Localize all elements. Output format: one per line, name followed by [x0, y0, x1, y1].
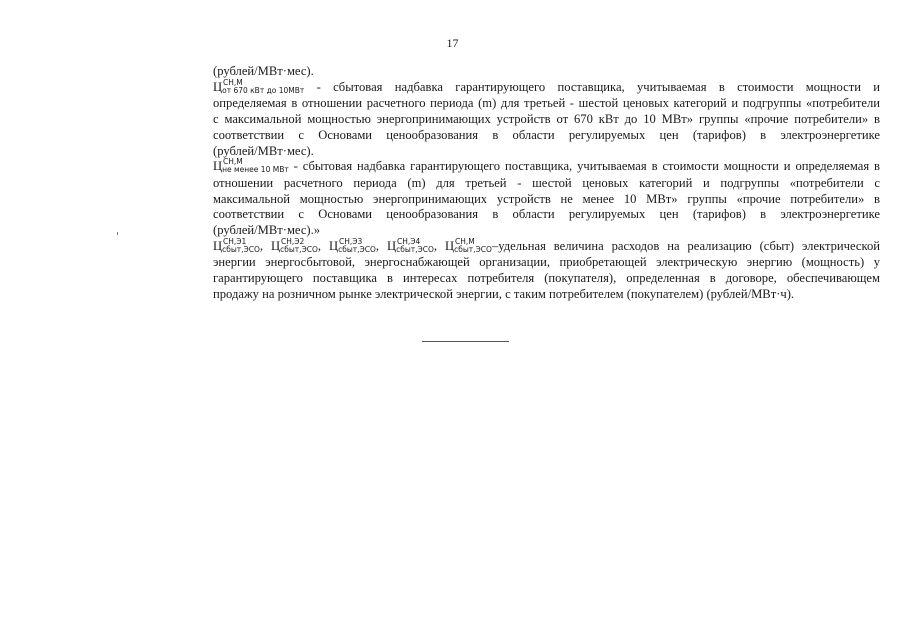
- text-line: (рублей/МВт·мес).: [213, 143, 314, 158]
- formula-symbol-e3: [329, 236, 376, 256]
- page-number: 17: [446, 36, 459, 50]
- paragraph-eso-costs: [213, 236, 881, 303]
- paragraph-first-line: [213, 77, 880, 97]
- symbol-superscript: СН,М: [223, 157, 243, 167]
- formula-symbol-e2: [271, 236, 318, 256]
- formula-symbol-e1: [213, 236, 260, 256]
- text-line: - сбытовая надбавка гарантирующего поставщика, учитываемая в стоимости мощности и определяемая в: [288, 159, 880, 174]
- symbol-base: Ц: [445, 238, 455, 253]
- text-line: соответствии с Основами ценообразования в области регулируемых цен (тарифов) в электроэнергетике: [213, 127, 880, 142]
- paragraph-first-line: [213, 236, 881, 256]
- stray-mark: [117, 232, 118, 235]
- separator: ,: [375, 238, 380, 253]
- section-end-rule: [422, 341, 509, 342]
- formula-symbol-m: [445, 236, 492, 256]
- separator: ,: [317, 238, 322, 253]
- symbol-subscript: сбыт,ЭСО: [454, 244, 492, 254]
- text-line: определяемая в отношении расчетного периода (m) для третьей - шестой ценовых категорий и подгруппы «потребители: [213, 96, 880, 111]
- formula-symbol: [213, 159, 289, 176]
- paragraph-first-line: [213, 159, 880, 176]
- text-line: –удельная величина расходов на реализацию (сбыт) электрической: [491, 238, 881, 253]
- text-line: отношении расчетного периода (m) для третьей - шестой ценовых категорий и подгруппы «потребители с: [213, 175, 880, 190]
- symbol-subscript: сбыт,ЭСО: [338, 244, 376, 254]
- symbol-subscript: сбыт,ЭСО: [222, 244, 260, 254]
- symbol-superscript: СН,Э3: [339, 236, 363, 246]
- document-body: [213, 64, 880, 303]
- symbol-superscript: СН,Э1: [223, 236, 247, 246]
- formula-symbol-e4: [387, 236, 434, 256]
- separator: ,: [433, 238, 438, 253]
- text-line: - сбытовая надбавка гарантирующего поставщика, учитываемая в стоимости мощности и: [304, 79, 880, 94]
- text-line: (рублей/МВт·мес).»: [213, 223, 321, 238]
- paragraph-surcharge-10mw-plus: [213, 159, 880, 239]
- formula-symbol: [213, 77, 305, 97]
- symbol-base: Ц: [387, 238, 397, 253]
- text-line: энергии энергосбытовой, энергоснабжающей организации, приобретающей электрическую энергию (мощность) у: [213, 255, 880, 270]
- symbol-subscript: от 670 кВт до 10МВт: [222, 85, 305, 95]
- text-line: соответствии с Основами ценообразования в области регулируемых цен (тарифов) в электроэнергетике: [213, 207, 880, 222]
- symbol-superscript: СН,Э4: [397, 236, 421, 246]
- symbol-subscript: не менее 10 МВт: [222, 165, 289, 175]
- symbol-superscript: СН,М: [223, 77, 243, 87]
- text-line: гарантирующего поставщика в интересах потребителя (покупателя), определенная в договоре, обеспечивающем: [213, 271, 880, 286]
- unit-line: (рублей/МВт·мес).: [213, 64, 314, 78]
- text-line: с максимальной мощностью энергопринимающих устройств от 670 кВт до 10 МВт» группы «прочие потребители» в: [213, 112, 880, 127]
- symbol-base: Ц: [271, 238, 281, 253]
- symbol-superscript: СН,Э2: [281, 236, 305, 246]
- symbol-subscript: сбыт,ЭСО: [396, 244, 434, 254]
- separator: ,: [259, 238, 264, 253]
- symbol-base: Ц: [213, 159, 223, 174]
- symbol-base: Ц: [213, 79, 223, 94]
- symbol-base: Ц: [213, 238, 223, 253]
- symbol-superscript: СН,М: [455, 236, 475, 246]
- paragraph-surcharge-670kw-10mw: [213, 77, 880, 160]
- symbol-base: Ц: [329, 238, 339, 253]
- symbol-subscript: сбыт,ЭСО: [280, 244, 318, 254]
- text-line: максимальной мощностью энергопринимающих устройств не менее 10 МВт» группы «прочие потребители» в: [213, 191, 880, 206]
- text-line: продажу на розничном рынке электрической энергии, с таким потребителем (покупателем) (рублей/МВт·ч).: [213, 286, 795, 301]
